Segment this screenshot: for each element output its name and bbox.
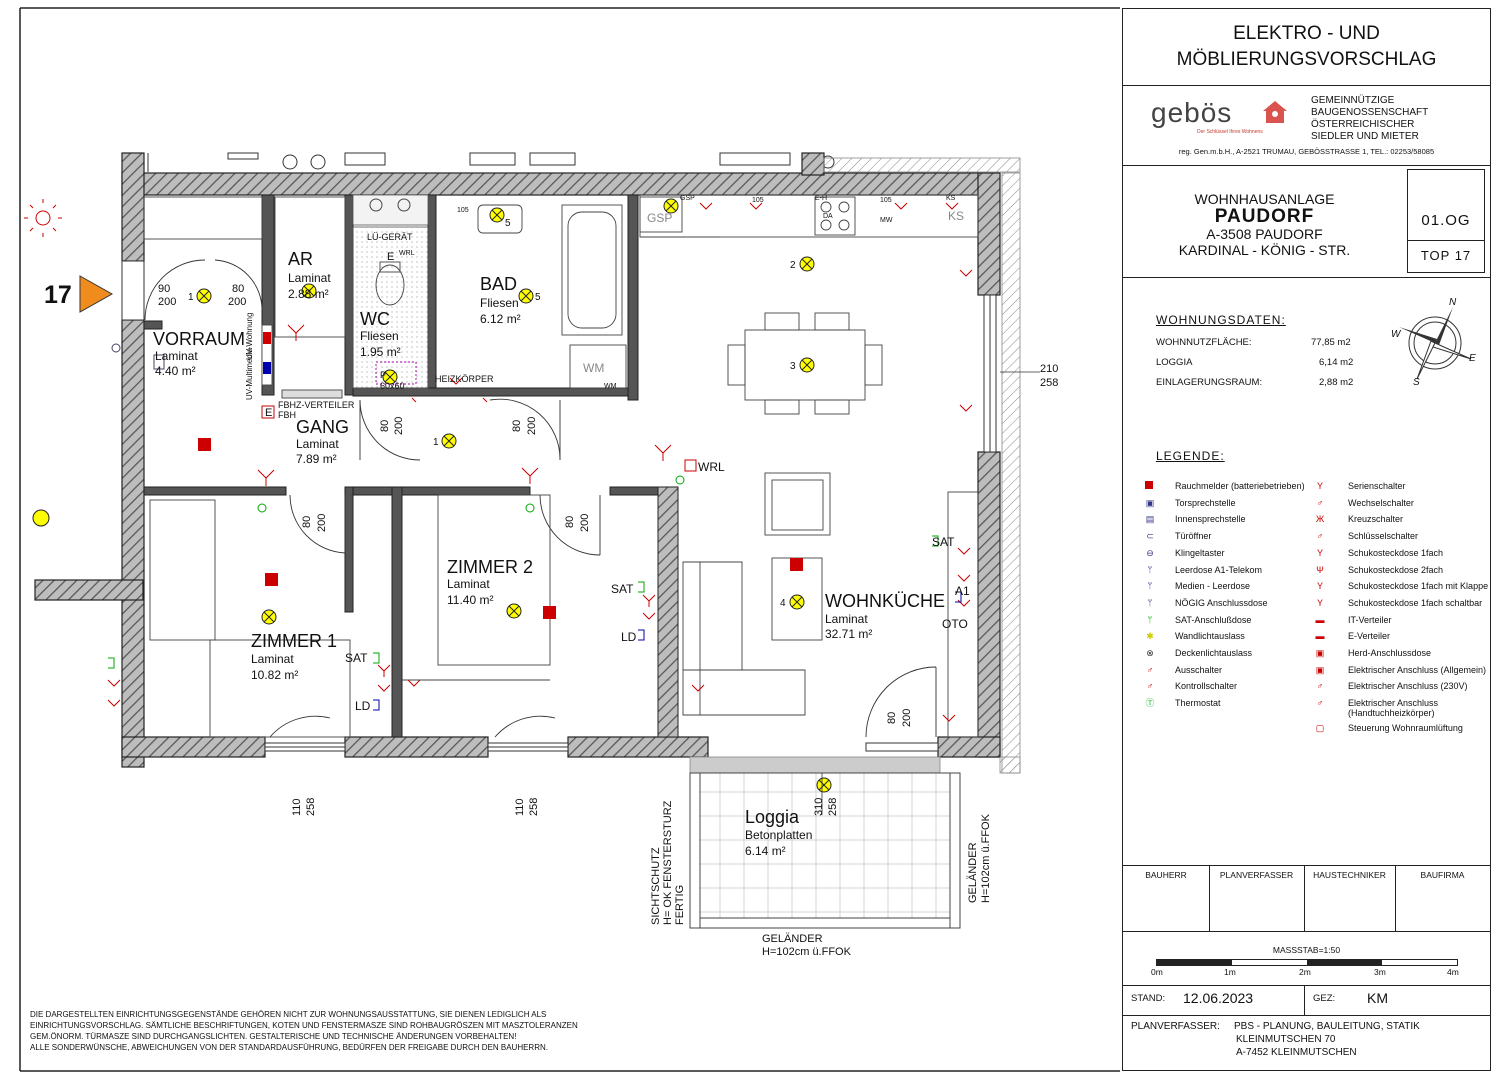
dim-258-a: 258 (1040, 377, 1059, 389)
room-wc-floor: Fliesen (360, 329, 399, 343)
light-num-vorraum: 1 (188, 292, 194, 303)
room-bad-area: 6.12 m² (480, 312, 521, 326)
insulation-outline (690, 158, 1020, 773)
legend-icon: ♂ (1316, 497, 1324, 508)
title-line-1: ELEKTRO - UND (1233, 23, 1380, 44)
label-sat-z2: SAT (611, 582, 634, 596)
label-heizkoerper: HEIZKÖRPER (435, 374, 494, 384)
company-slogan: Der Schlüssel Ihres Wohnens (1197, 129, 1263, 135)
legend-icon: ⊗ (1146, 648, 1154, 658)
dim-90: 90 (158, 283, 171, 295)
unit-number: 17 (44, 281, 72, 309)
legend-icon: ▣ (1145, 497, 1155, 508)
room-ar-name: AR (288, 249, 314, 269)
company-address: reg. Gen.m.b.H., A-2521 TRUMAU, GEBÖSSTRASSE 1, TEL.: 02253/58085 (1178, 147, 1435, 156)
legend-item: Schukosteckdose 1fach schaltbar (1348, 597, 1483, 608)
legend-item: Türöffner (1175, 531, 1212, 542)
wd-value-1: 77,85 m2 (1311, 337, 1351, 348)
dim-200-z1: 200 (316, 513, 328, 532)
label-ks: KS (948, 209, 965, 223)
planverfasser-line-1: PBS - PLANUNG, BAULEITUNG, STATIK (1234, 1021, 1420, 1032)
room-loggia-floor: Betonplatten (745, 828, 813, 842)
gelaender-bottom-1: GELÄNDER (762, 933, 823, 945)
label-da: DA (823, 213, 833, 220)
light-num-k3: 3 (790, 361, 796, 372)
room-loggia-area: 6.14 m² (745, 844, 786, 858)
light-vorraum (197, 289, 211, 303)
compass-s: S (1413, 377, 1420, 388)
room-wc-area: 1.95 m² (360, 345, 401, 359)
room-bad-name: BAD (480, 274, 518, 294)
company-logo: gebös (1151, 97, 1233, 128)
disclaimer-line-3: GEM.ÖNORM. TÜRMASZE SIND DURCHGANGSLICHTEN. GESTALTERISCHE UND TECHNISCHE ÄNDERUNGEN VORBEHALTEN! (30, 1032, 517, 1041)
gez-value: KM (1367, 990, 1388, 1006)
sign-baufirma: BAUFIRMA (1420, 870, 1465, 880)
scale-label: MASSSTAB=1:50 (1272, 945, 1341, 955)
dim-258-loggia: 258 (827, 797, 839, 816)
sichtschutz-2: H= OK FENSTERSTURZ (662, 800, 674, 925)
legend-item: Elektrischer Anschluss (230V) (1348, 681, 1468, 692)
legend-item: E-Verteiler (1348, 631, 1391, 642)
dim-105-k1: 105 (752, 197, 764, 204)
light-bad (519, 289, 533, 303)
staircase-sun-icon (24, 199, 62, 237)
dim-310: 310 (813, 797, 825, 816)
legend-icon: ▤ (1145, 514, 1155, 525)
compass-e: E (1469, 353, 1476, 364)
room-wohnkueche-area: 32.71 m² (825, 627, 873, 641)
loggia-area (690, 773, 960, 928)
legend-item: Leerdose A1-Telekom (1175, 564, 1263, 575)
sign-planverfasser: PLANVERFASSER (1219, 870, 1294, 880)
light-kitchen-1 (800, 257, 814, 271)
label-wrl: WRL (698, 460, 725, 474)
legend-icon: ᛘ (1147, 564, 1153, 575)
sichtschutz-3: FERTIG (674, 884, 686, 925)
house-icon (1263, 101, 1287, 123)
room-zimmer1-area: 10.82 m² (251, 668, 299, 682)
planverfasser-line-2: KLEINMUTSCHEN 70 (1236, 1034, 1336, 1045)
label-ks-small: KS (946, 195, 956, 202)
light-living (790, 595, 804, 609)
legend-item: Schukosteckdose 1fach mit Klappe (1348, 581, 1489, 592)
label-lue-geraet: LÜ-GERÄT (367, 232, 413, 242)
scale-tick-1: 1m (1224, 967, 1236, 977)
legend-item: NÖGIG Anschlussdose (1175, 597, 1268, 608)
legend-item: Ausschalter (1175, 664, 1223, 675)
light-num-bad5a: 5 (505, 218, 511, 229)
legend-icon: ᛘ (1147, 581, 1153, 592)
legend-item: Schukosteckdose 2fach (1348, 564, 1444, 575)
light-staircase (33, 510, 49, 526)
label-e-wc: E (387, 251, 395, 263)
legend-item: Wechselschalter (1348, 497, 1414, 508)
light-num-k2: 2 (790, 260, 796, 271)
room-gang-name: GANG (296, 417, 350, 437)
legend-icon: ⊂ (1146, 531, 1154, 542)
wohnungsdaten-heading: WOHNUNGSDATEN: (1156, 313, 1286, 327)
disclaimer-line-1: DIE DARGESTELLTEN EINRICHTUNGSGEGENSTÄNDE GEHÖREN NICHT ZUR WOHNUNGSAUSSTATTUNG, SIE DIENEN LEDIGLICH ALS (30, 1010, 547, 1019)
legend-icon: ▬ (1315, 631, 1325, 642)
wd-value-2: 6,14 m2 (1319, 357, 1354, 368)
project-line-1: WOHNHAUSANLAGE (1194, 191, 1335, 207)
top-label: TOP 17 (1420, 248, 1472, 263)
legend-item: Schukosteckdose 1fach (1348, 547, 1444, 558)
company-name-line-4: SIEDLER UND MIETER (1311, 131, 1419, 142)
switch-symbols (108, 203, 972, 721)
legend-icon: Y (1316, 547, 1323, 558)
room-vorraum-area: 4.40 m² (155, 364, 196, 378)
title (1123, 21, 1490, 73)
planverfasser-line-3: A-7452 KLEINMUTSCHEN (1236, 1047, 1357, 1058)
compass-n: N (1449, 297, 1457, 308)
room-gang-floor: Laminat (296, 437, 339, 451)
sichtschutz-1: SICHTSCHUTZ (650, 847, 662, 925)
legend-icon: Ψ (1316, 564, 1324, 575)
dim-200-wc: 200 (393, 416, 405, 435)
room-wc-name: WC (360, 309, 390, 329)
gelaender-bottom-2: H=102cm ü.FFOK (762, 946, 851, 958)
project-info (1123, 191, 1406, 258)
company-name-line-2: BAUGENOSSENSCHAFT (1311, 107, 1429, 118)
label-mw: MW (880, 217, 893, 224)
legend-icon: ᛘ (1147, 597, 1153, 608)
room-gang-area: 7.89 m² (296, 452, 337, 466)
legend-item: Deckenlichtauslass (1175, 648, 1253, 658)
light-dining (800, 358, 814, 372)
dim-200-z2: 200 (579, 513, 591, 532)
label-fbh: FBH (278, 410, 296, 420)
legend-item: SAT-Anschlußdose (1175, 614, 1252, 625)
light-num-bad5b: 5 (535, 292, 541, 303)
scale-tick-2: 2m (1299, 967, 1311, 977)
legend-icon: ♂ (1316, 531, 1324, 542)
legend-item: Medien - Leerdose (1175, 581, 1251, 592)
light-gang (442, 434, 456, 448)
legend-item: Serienschalter (1348, 481, 1406, 491)
dim-80-loggia: 80 (886, 711, 898, 724)
disclaimer-line-4: ALLE SONDERWÜNSCHE, ABWEICHUNGEN VON DER STANDARDAUSFÜHRUNG, BEDÜRFEN DER FREIGABE DURCH DEN BAUHERRN. (30, 1043, 548, 1052)
legend-icon: Y (1316, 597, 1323, 608)
dim-200-b: 200 (228, 296, 247, 308)
room-loggia-name: Loggia (745, 807, 800, 827)
light-zimmer1 (262, 610, 276, 624)
label-a1: A1 (955, 584, 970, 598)
label-gs-small: GSP (680, 195, 695, 202)
label-gsp: GSP (647, 211, 673, 225)
legend-item: Kontrollschalter (1175, 681, 1238, 692)
legend-item: Steuerung Wohnraumlüftung (1348, 722, 1463, 733)
compass-w: W (1391, 329, 1401, 340)
legend-icon (1145, 481, 1153, 489)
dim-80-wc: 80 (379, 419, 391, 432)
room-vorraum-name: VORRAUM (153, 329, 246, 349)
label-e-verteiler: E (265, 407, 273, 419)
sign-haustechniker: HAUSTECHNIKER (1313, 870, 1386, 880)
dim-110-z2: 110 (514, 798, 526, 816)
planverfasser-label: PLANVERFASSER: (1131, 1021, 1220, 1032)
light-bad-mirror (490, 208, 504, 222)
legend-item: Klingeltaster (1175, 547, 1225, 558)
dim-80-z1: 80 (301, 515, 313, 528)
scale-tick-3: 3m (1374, 967, 1386, 977)
legend-icon: Ⓣ (1145, 698, 1155, 709)
label-wm: WM (583, 361, 605, 375)
label-eh: E-H (815, 195, 828, 202)
dim-200-a: 200 (158, 296, 177, 308)
dim-110-z1: 110 (291, 798, 303, 816)
wd-label-2: LOGGIA (1156, 357, 1193, 368)
stand-date: 12.06.2023 (1183, 990, 1254, 1006)
room-zimmer1-name: ZIMMER 1 (251, 631, 338, 651)
legend-icon: ♂ (1316, 698, 1324, 709)
room-zimmer1-floor: Laminat (251, 652, 294, 666)
neighbor-context (148, 153, 834, 172)
wd-label-1: WOHNNUTZFLÄCHE: (1156, 337, 1252, 348)
label-p: P (380, 370, 387, 380)
label-wrl-wc: WRL (399, 250, 415, 257)
room-zimmer2-area: 11.40 m² (447, 593, 494, 607)
title-block (1122, 8, 1491, 1071)
light-num-gang: 1 (433, 437, 439, 448)
dim-105-k2: 105 (880, 197, 892, 204)
label-sat-kitchen: SAT (932, 535, 955, 549)
label-uv-wohnung: UV-Wohnung (245, 312, 254, 360)
label-p-size: 60x60 (380, 381, 405, 391)
legend-item: Thermostat (1175, 698, 1221, 709)
light-loggia (817, 778, 831, 792)
dim-210: 210 (1040, 363, 1059, 375)
project-street: KARDINAL - KÖNIG - STR. (1178, 242, 1351, 258)
sign-bauherr: BAUHERR (1145, 870, 1187, 880)
compass-rose (1391, 293, 1479, 389)
legend-heading: LEGENDE: (1156, 449, 1225, 463)
legend-icon: ♂ (1146, 664, 1154, 675)
legend-icon: Y (1316, 581, 1323, 592)
dim-258-z1: 258 (305, 797, 317, 816)
legend-icon: ♂ (1146, 681, 1154, 692)
legend-item: Herd-Anschlussdose (1348, 648, 1432, 658)
dim-105-bad: 105 (457, 207, 469, 214)
dim-258-z2: 258 (528, 797, 540, 816)
legend-item: Innensprechstelle (1175, 514, 1246, 525)
wd-value-3: 2,88 m2 (1319, 377, 1354, 388)
label-ld-z2: LD (621, 630, 637, 644)
wrl-control-box (685, 460, 696, 471)
company-name (1311, 95, 1428, 143)
legend-item: Kreuzschalter (1348, 514, 1404, 525)
legend-item: Wandlichtauslass (1175, 631, 1245, 642)
dim-80-z2: 80 (564, 515, 576, 528)
legend-item: Elektrischer Anschluss (1348, 698, 1439, 709)
dim-80-bad: 80 (511, 419, 523, 432)
company-name-line-3: ÖSTERREICHISCHER (1311, 119, 1415, 130)
dim-80-a: 80 (232, 283, 245, 295)
scale-bar (1156, 959, 1458, 966)
room-bad-floor: Fliesen (480, 296, 519, 310)
project-name: PAUDORF (1214, 206, 1315, 227)
label-sat-z1: SAT (345, 651, 368, 665)
title-line-2: MÖBLIERUNGSVORSCHLAG (1176, 49, 1437, 70)
legend-icon: ⊖ (1146, 547, 1154, 558)
disclaimer-line-2: EINRICHTUNGSVORSCHLAG. SÄMTLICHE BESCHRIFTUNGEN, KOTEN UND FENSTERMASZE SIND ROHBAUGRÖSZEN MIT MASZTOLERANZEN (30, 1021, 578, 1030)
legend-icon: Ж (1315, 514, 1325, 525)
room-ar-area: 2.88 m² (288, 287, 329, 301)
light-num-k4: 4 (780, 598, 786, 609)
wd-label-3: EINLAGERUNGSRAUM: (1156, 377, 1263, 388)
room-zimmer2-floor: Laminat (447, 577, 490, 591)
legend-item: (Handtuchheizkörper) (1348, 708, 1435, 719)
floor-label: 01.OG (1421, 212, 1471, 229)
gez-label: GEZ: (1313, 993, 1336, 1004)
legend-icon: ▬ (1315, 614, 1325, 625)
room-vorraum-floor: Laminat (155, 349, 198, 363)
room-ar-floor: Laminat (288, 271, 331, 285)
label-fbhz: FBHZ-VERTEILER (278, 400, 355, 410)
label-oto: OTO (942, 617, 968, 631)
entrance-marker (80, 276, 112, 312)
legend-icon: ▣ (1315, 664, 1325, 675)
label-uv-multimedia: UV-Multimedia (245, 347, 254, 400)
gelaender-right-1: GELÄNDER (967, 842, 979, 903)
floor-box (1407, 169, 1485, 273)
gelaender-right-2: H=102cm ü.FFOK (980, 814, 992, 903)
legend-item: Torsprechstelle (1175, 497, 1236, 508)
stand-label: STAND: (1131, 993, 1166, 1004)
legend-icon: Y (1316, 481, 1323, 491)
label-ld-z1: LD (355, 699, 371, 713)
legend-icon: ▢ (1315, 722, 1325, 733)
room-wohnkueche-floor: Laminat (825, 612, 868, 626)
legend-icon: ▣ (1315, 648, 1325, 658)
project-address: A-3508 PAUDORF (1206, 226, 1323, 242)
legend-item: Rauchmelder (batteriebetrieben) (1175, 481, 1305, 491)
legend-item: IT-Verteiler (1348, 614, 1392, 625)
light-zimmer2 (507, 604, 521, 618)
room-zimmer2-name: ZIMMER 2 (447, 557, 534, 577)
legend-icon: ✱ (1146, 631, 1154, 642)
legend-icon: ᛘ (1147, 614, 1153, 625)
scale-tick-0: 0m (1151, 967, 1163, 977)
legend-icon: ♂ (1316, 681, 1324, 692)
scale-tick-4: 4m (1447, 967, 1459, 977)
label-wm-small: WM (604, 383, 617, 390)
dim-200-loggia: 200 (901, 708, 913, 727)
walls-exterior (35, 153, 1000, 767)
room-wohnkueche-name: WOHNKÜCHE (825, 591, 945, 611)
legend-item: Elektrischer Anschluss (Allgemein) (1348, 664, 1487, 675)
legend-item: Schlüsselschalter (1348, 531, 1419, 542)
company-name-line-1: GEMEINNÜTZIGE (1311, 95, 1395, 106)
dim-200-bad: 200 (526, 416, 538, 435)
